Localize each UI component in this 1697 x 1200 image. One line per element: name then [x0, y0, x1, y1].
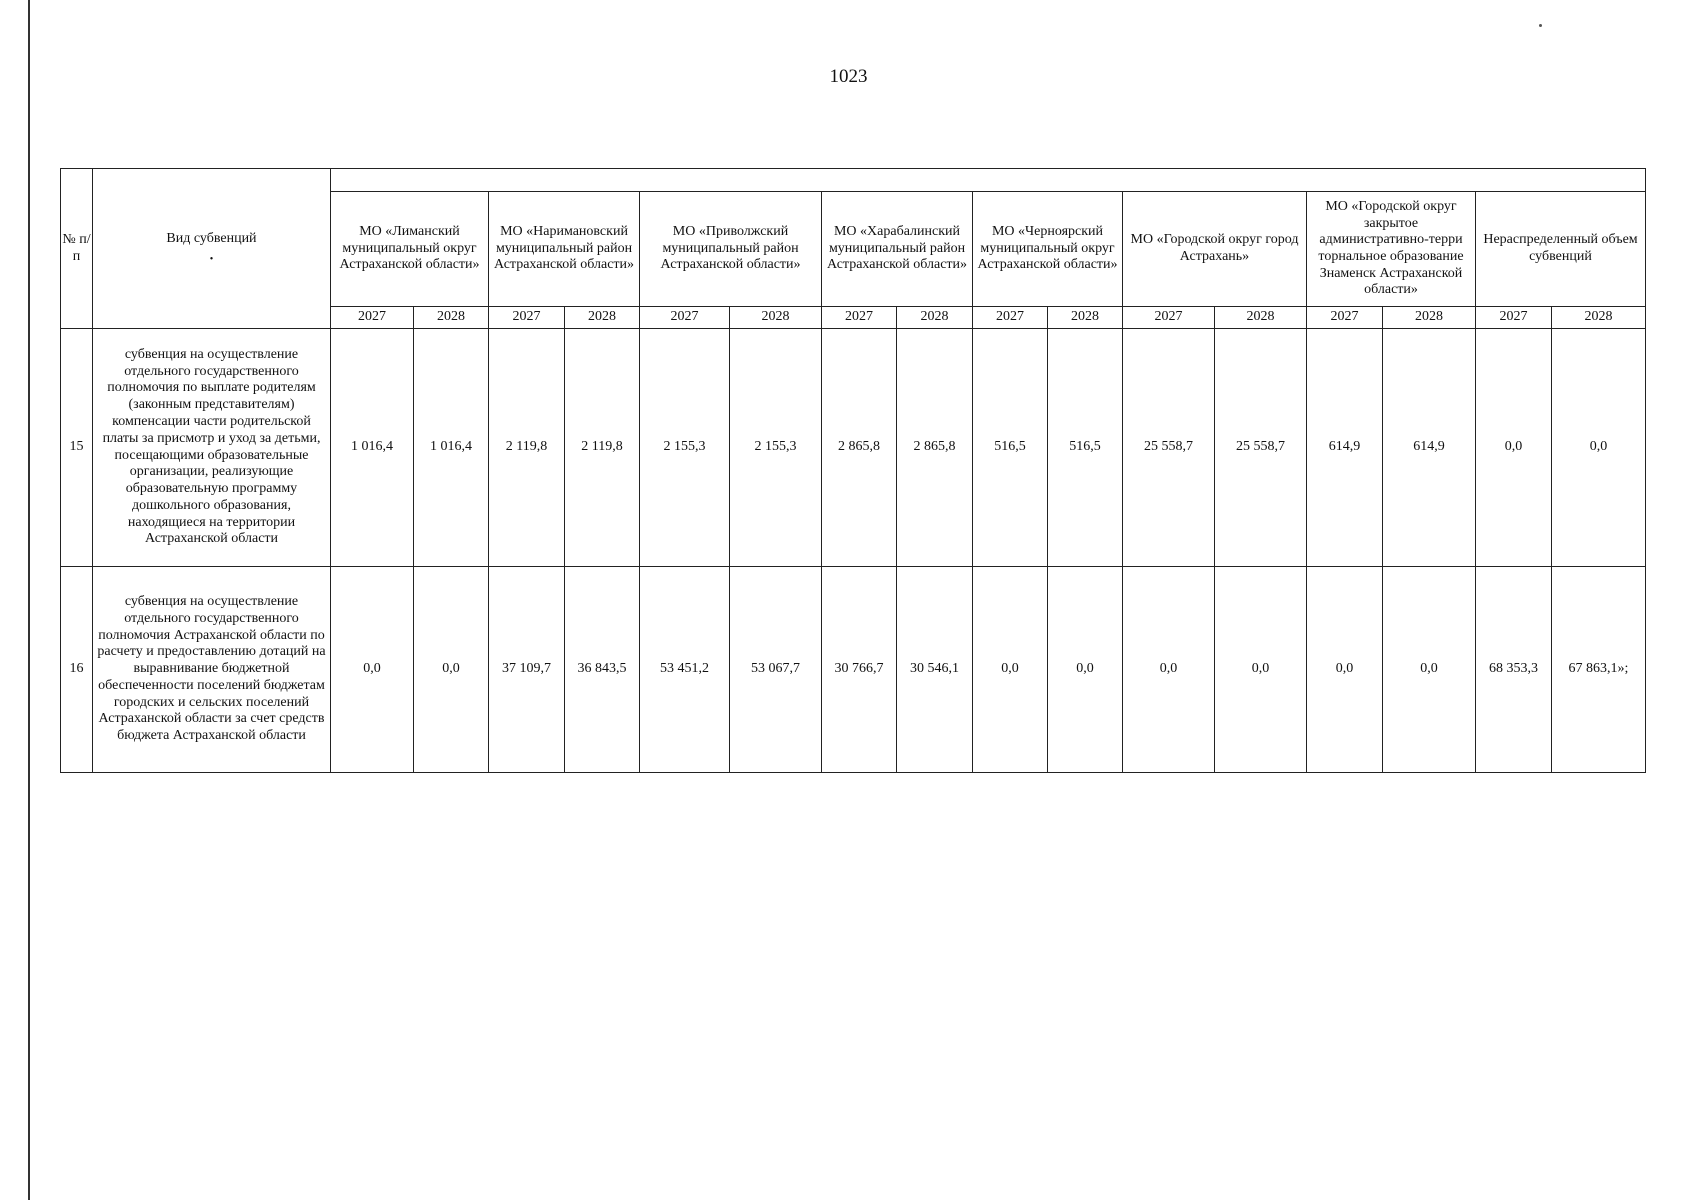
value-cell: 516,5: [973, 329, 1048, 567]
value-cell: 2 865,8: [897, 329, 973, 567]
year-header: 2027: [1307, 307, 1383, 329]
year-header: 2027: [822, 307, 897, 329]
scan-speck: [1539, 24, 1542, 27]
year-header: 2028: [897, 307, 973, 329]
year-header: 2027: [973, 307, 1048, 329]
year-header: 2027: [640, 307, 730, 329]
value-cell: 30 766,7: [822, 567, 897, 773]
value-cell: 67 863,1»;: [1552, 567, 1646, 773]
value-cell: 0,0: [1552, 329, 1646, 567]
value-cell: 53 451,2: [640, 567, 730, 773]
value-cell: 0,0: [331, 567, 414, 773]
value-cell: 37 109,7: [489, 567, 565, 773]
col-num-header: № п/п: [61, 169, 93, 329]
year-header: 2028: [730, 307, 822, 329]
value-cell: 614,9: [1307, 329, 1383, 567]
value-cell: 1 016,4: [414, 329, 489, 567]
value-cell: 0,0: [1123, 567, 1215, 773]
municipality-header: МО «Приволжский муниципальный район Астраханской области»: [640, 192, 822, 307]
value-cell: 0,0: [1307, 567, 1383, 773]
year-header: 2027: [489, 307, 565, 329]
value-cell: 25 558,7: [1215, 329, 1307, 567]
municipality-header: МО «Лиманский муниципальный округ Астраханской области»: [331, 192, 489, 307]
municipality-header: МО «Городской округ закрытое административно-терри торнальное образование Знаменск Астраханской области»: [1307, 192, 1476, 307]
value-cell: 53 067,7: [730, 567, 822, 773]
value-cell: 30 546,1: [897, 567, 973, 773]
value-cell: 0,0: [973, 567, 1048, 773]
table-row: [61, 329, 1646, 567]
col-kind-header: [93, 169, 331, 329]
col-kind-header-mark: •: [209, 253, 214, 265]
value-cell: 0,0: [414, 567, 489, 773]
value-cell: 614,9: [1383, 329, 1476, 567]
year-header: 2028: [414, 307, 489, 329]
value-cell: 0,0: [1383, 567, 1476, 773]
year-header: 2027: [1123, 307, 1215, 329]
value-cell: 0,0: [1476, 329, 1552, 567]
year-header: 2028: [565, 307, 640, 329]
row-number: 15: [61, 329, 93, 567]
year-header: 2028: [1048, 307, 1123, 329]
municipality-header: МО «Наримановский муниципальный район Астраханской области»: [489, 192, 640, 307]
municipality-header: Нераспределенный объем субвенций: [1476, 192, 1646, 307]
year-header: 2027: [331, 307, 414, 329]
row-number: 16: [61, 567, 93, 773]
value-cell: 2 155,3: [730, 329, 822, 567]
value-cell: 68 353,3: [1476, 567, 1552, 773]
row-kind: субвенция на осуществление отдельного государственного полномочия по выплате родителям (законным представителям) компенсации части родительской платы за присмотр и уход за детьми, посещающими образовательные организации, реализующие образовательную программу дошкольного образования, находящиеся на территории Астраханской области: [93, 329, 331, 567]
value-cell: 0,0: [1215, 567, 1307, 773]
value-cell: 2 865,8: [822, 329, 897, 567]
table-row: [61, 567, 1646, 773]
value-cell: 0,0: [1048, 567, 1123, 773]
row-kind: субвенция на осуществление отдельного государственного полномочия Астраханской области по расчету и предоставлению дотаций на выравнивание бюджетной обеспеченности поселений бюджетам городских и сельских поселений Астраханской области за счет средств бюджета Астраханской области: [93, 567, 331, 773]
year-header: 2028: [1552, 307, 1646, 329]
value-cell: 2 119,8: [565, 329, 640, 567]
col-kind-header-label: Вид субвенций: [166, 231, 257, 247]
year-header: 2028: [1215, 307, 1307, 329]
municipality-header: МО «Черноярский муниципальный округ Астраханской области»: [973, 192, 1123, 307]
value-cell: 2 155,3: [640, 329, 730, 567]
value-cell: 36 843,5: [565, 567, 640, 773]
header-group-cell: [331, 169, 1646, 192]
page-number: 1023: [829, 66, 868, 87]
value-cell: 1 016,4: [331, 329, 414, 567]
municipality-header: МО «Городской округ город Астрахань»: [1123, 192, 1307, 307]
value-cell: 516,5: [1048, 329, 1123, 567]
municipality-header: МО «Харабалинский муниципальный район Астраханской области»: [822, 192, 973, 307]
value-cell: 2 119,8: [489, 329, 565, 567]
year-header: 2028: [1383, 307, 1476, 329]
value-cell: 25 558,7: [1123, 329, 1215, 567]
subventions-table: [60, 168, 1646, 773]
year-header: 2027: [1476, 307, 1552, 329]
header-top-row: [61, 169, 1646, 192]
page-left-edge: [28, 0, 30, 1200]
